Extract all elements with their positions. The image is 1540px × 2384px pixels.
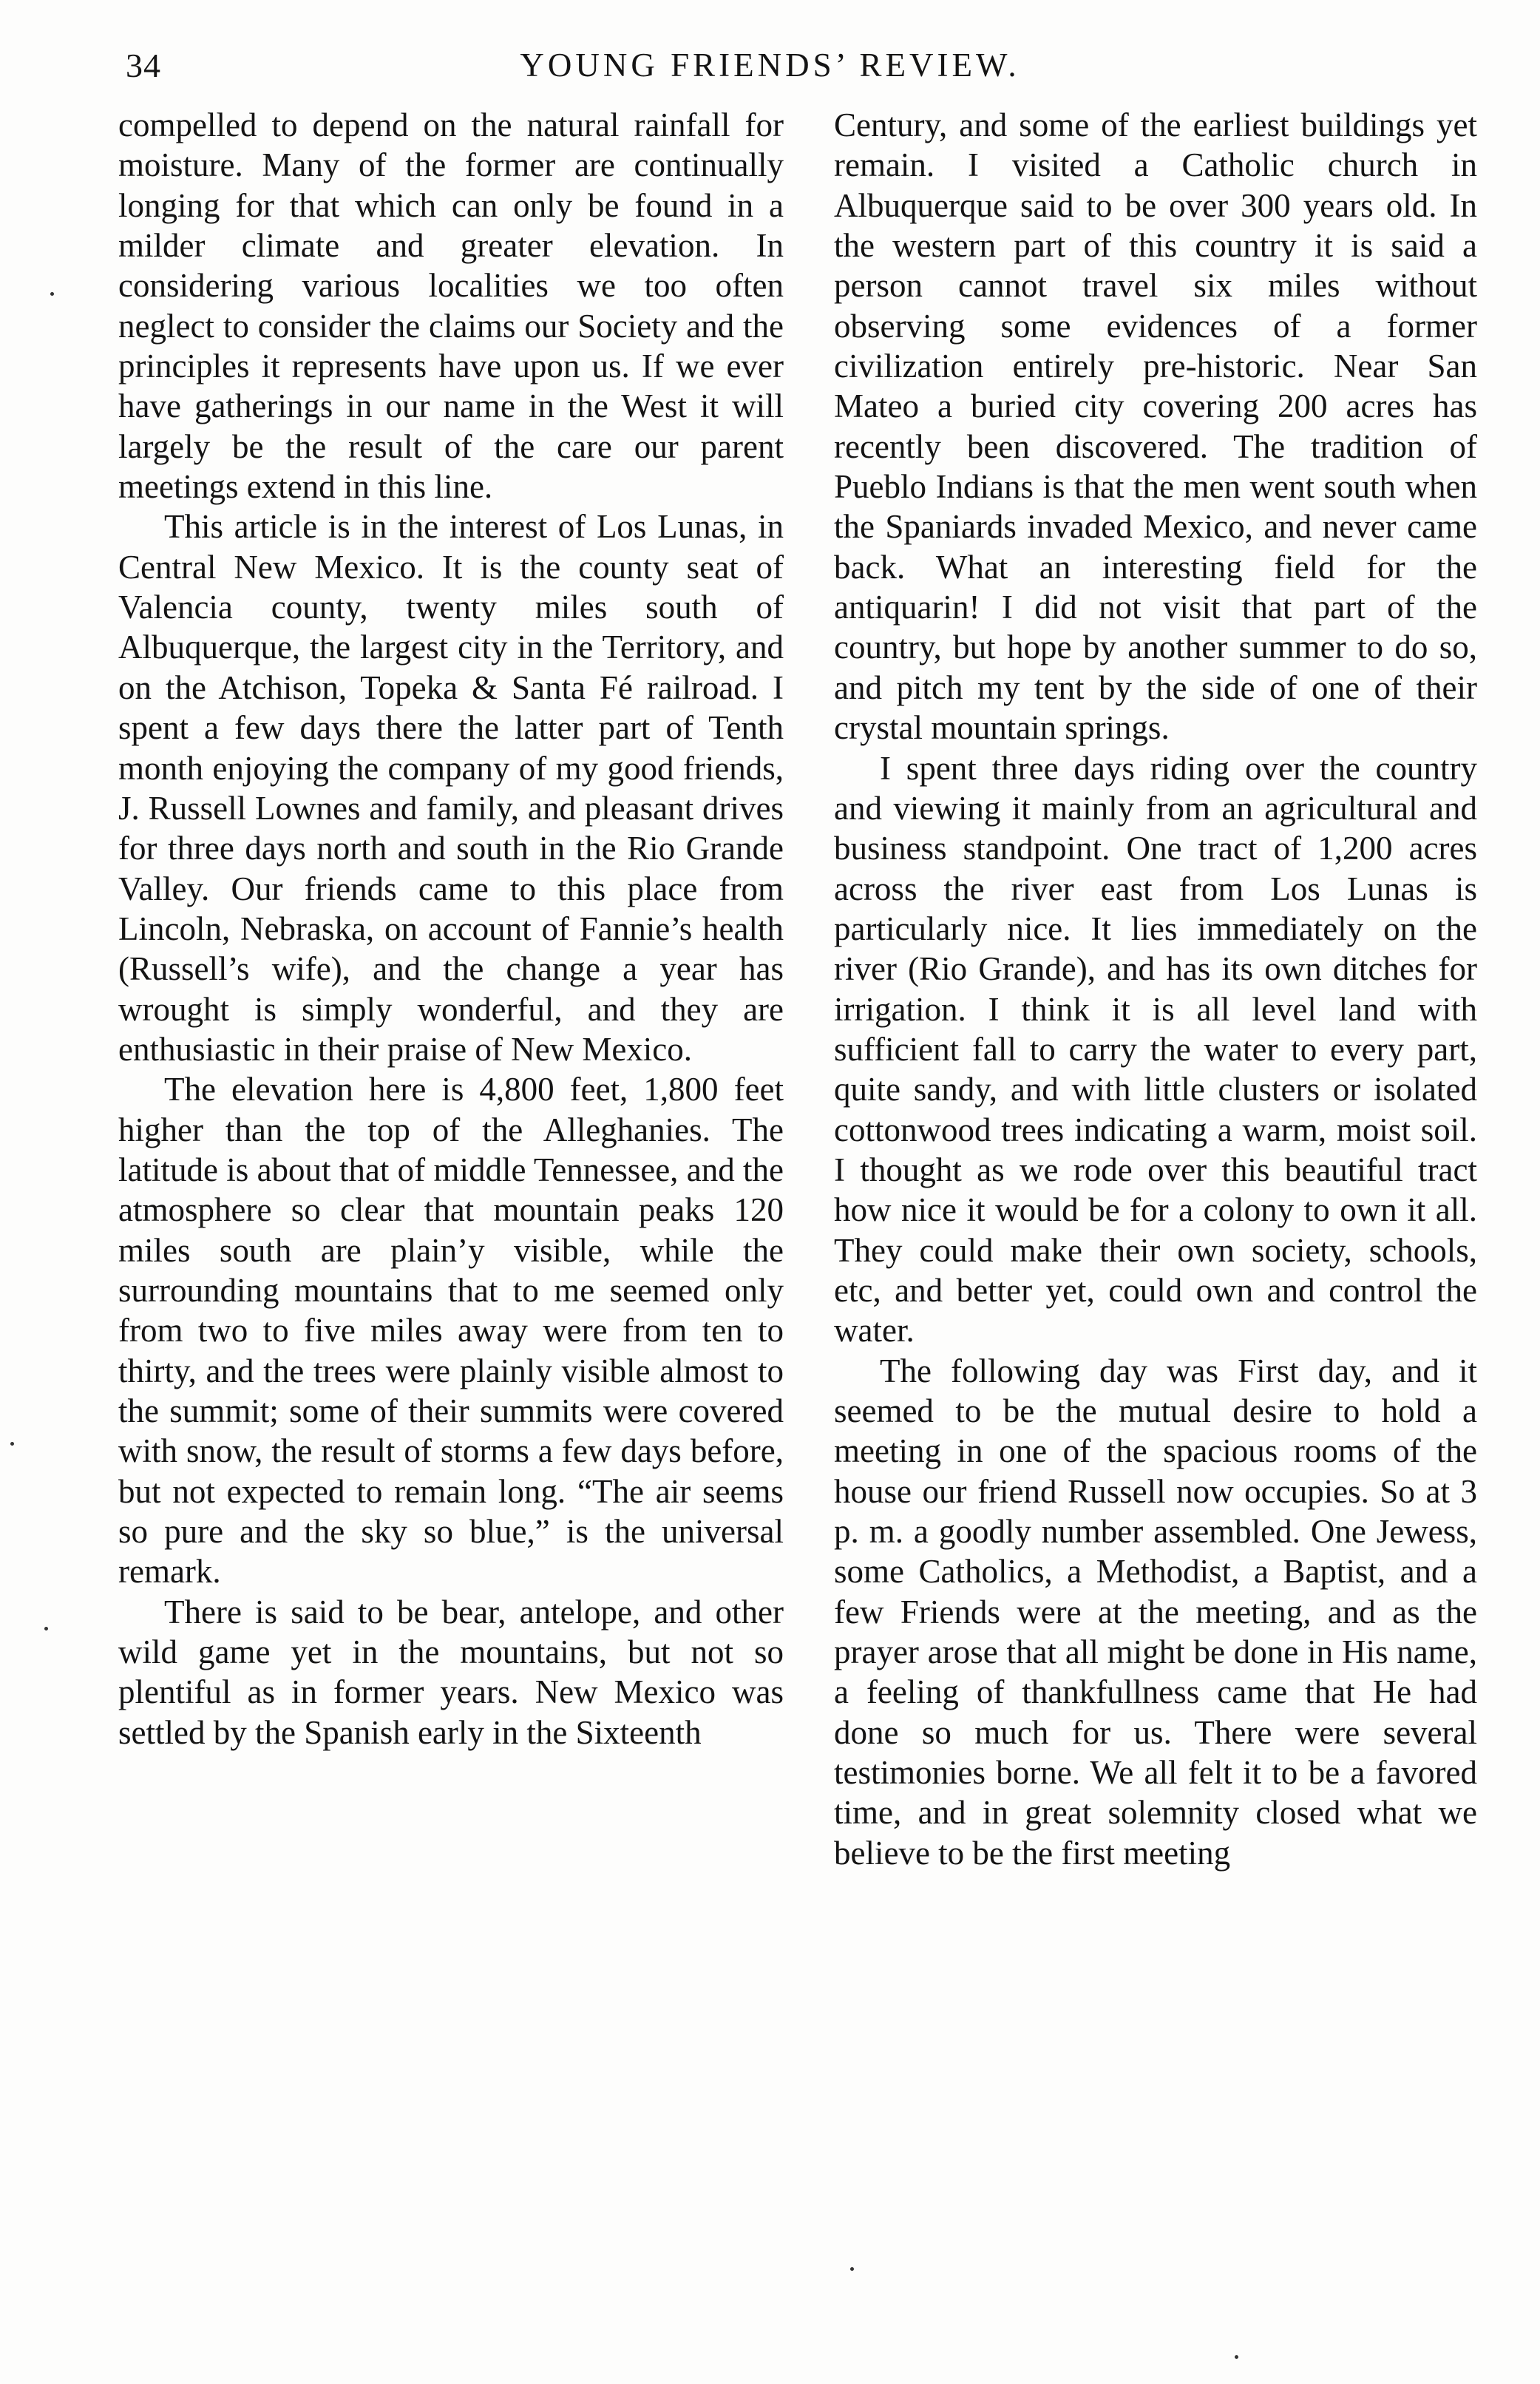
- paragraph: The elevation here is 4,800 feet, 1,800 feet higher than the top of the Alleghanies. The latitude is about that of middle Tennessee, and the atmosphere so clear that mountain peaks 120 miles south are plain’y visible, while the surrounding mountains that to me seemed only from two to five miles away were from ten to thirty, and the trees were plainly visible almost to the summit; some of their summits were covered with snow, the result of storms a few days before, but not expected to remain long. “The air seems so pure and the sky so blue,” is the universal remark.: [118, 1071, 784, 1591]
- paragraph: compelled to depend on the natural rainfall for moisture. Many of the former are continually longing for that which can only be found in a milder climate and greater elevation. In considering various localities we too often neglect to consider the claims our Society and the principles it represents have upon us. If we ever have gatherings in our name in the West it will largely be the result of the care our parent meetings extend in this line.: [118, 106, 784, 506]
- scan-speck: [44, 1627, 48, 1630]
- left-column: [118, 105, 784, 1753]
- scan-speck: [10, 1442, 14, 1446]
- scan-speck: [1235, 2355, 1238, 2359]
- paragraph: There is said to be bear, antelope, and other wild game yet in the mountains, but not so plentiful as in former years. New Mexico was settled by the Spanish early in the Sixteenth: [118, 1593, 784, 1751]
- paragraph: I spent three days riding over the country and viewing it mainly from an agricultural and business standpoint. One tract of 1,200 acres across the river east from Los Lunas is particularly nice. It lies immediately on the river (Rio Grande), and has its own ditches for irrigation. I think it is all level land with sufficient fall to carry the water to every part, quite sandy, and with little clusters or isolated cottonwood trees indicating a warm, moist soil. I thought as we rode over this beautiful tract how nice it would be for a colony to own it all. They could make their own society, schools, etc, and better yet, could own and control the water.: [834, 749, 1477, 1350]
- paragraph: The following day was First day, and it seemed to be the mutual desire to hold a meeting in one of the spacious rooms of the house our friend Russell now occupies. So at 3 p. m. a goodly number assembled. One Jewess, some Catholics, a Methodist, a Baptist, and a few Friends were at the meeting, and as the prayer arose that all might be done in His name, a feeling of thankfullness came that He had done so much for us. There were several testimonies borne. We all felt it to be a favored time, and in great solemnity closed what we believe to be the first meeting: [834, 1352, 1477, 1872]
- page-number: 34: [126, 47, 161, 84]
- right-column: [834, 105, 1477, 1873]
- scan-speck: [850, 2267, 854, 2271]
- scan-speck: [50, 292, 54, 296]
- paragraph: Century, and some of the earliest buildings yet remain. I visited a Catholic church in Albuquerque said to be over 300 years old. In the western part of this country it is said a person cannot travel six miles without observing some evidences of a former civilization entirely pre-historic. Near San Mateo a buried city covering 200 acres has recently been discovered. The tradition of Pueblo Indians is that the men went south when the Spaniards invaded Mexico, and never came back. What an interesting field for the antiquarin! I did not visit that part of the country, but hope by another summer to do so, and pitch my tent by the side of one of their crystal mountain springs.: [834, 106, 1477, 747]
- running-head: YOUNG FRIENDS’ REVIEW.: [520, 47, 1020, 84]
- paragraph: This article is in the interest of Los Lunas, in Central New Mexico. It is the county seat of Valencia county, twenty miles south of Albuquerque, the largest city in the Territory, and on the Atchison, Topeka & Santa Fé railroad. I spent a few days there the latter part of Tenth month enjoying the company of my good friends, J. Russell Lownes and family, and pleasant drives for three days north and south in the Rio Grande Valley. Our friends came to this place from Lincoln, Nebraska, on account of Fannie’s health (Russell’s wife), and the change a year has wrought is simply wonderful, and they are enthusiastic in their praise of New Mexico.: [118, 508, 784, 1068]
- page-header: [0, 46, 1540, 90]
